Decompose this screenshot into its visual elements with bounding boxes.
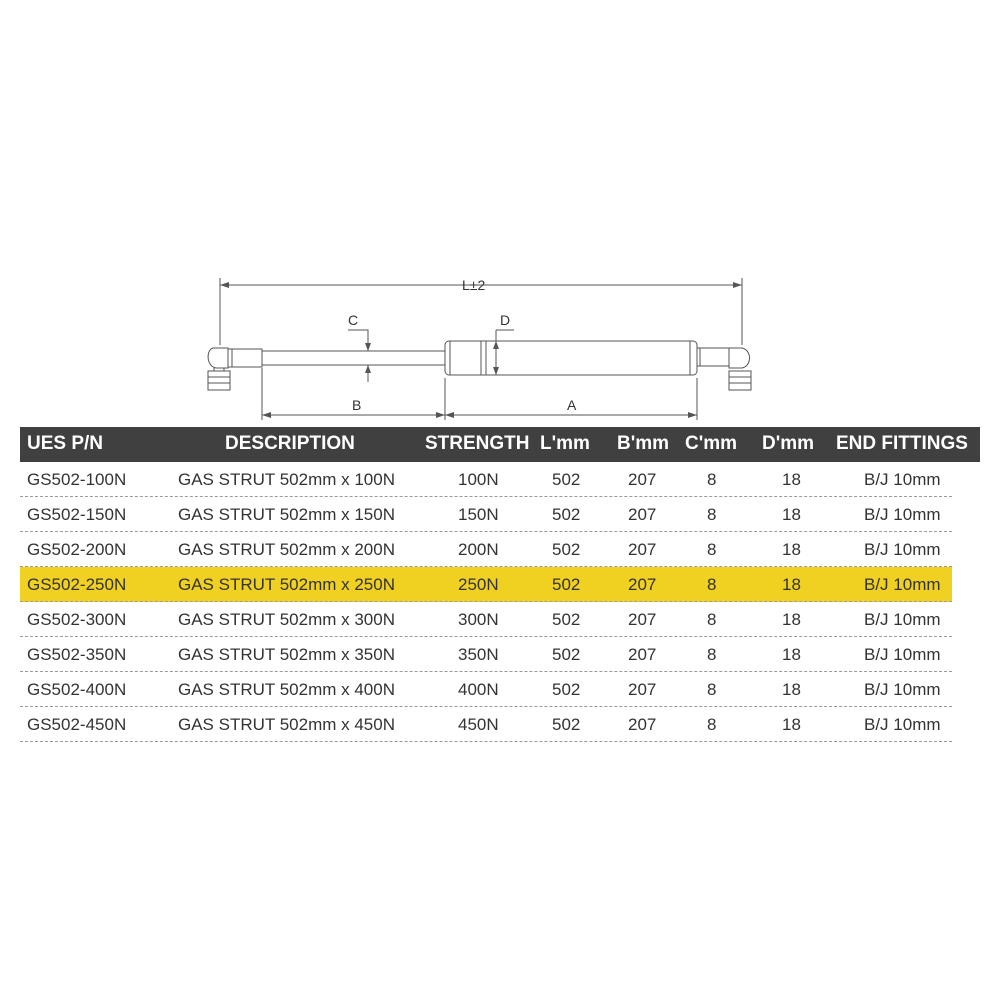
cell-l-mm: 502 — [552, 610, 581, 629]
cell-l-mm: 502 — [552, 645, 581, 664]
cell-description: GAS STRUT 502mm x 150N — [178, 505, 395, 524]
cell-part-number: GS502-100N — [27, 470, 127, 489]
cell-c-mm: 8 — [707, 470, 717, 489]
cell-description: GAS STRUT 502mm x 450N — [178, 715, 395, 734]
table-row — [20, 637, 952, 672]
cell-strength: 100N — [458, 470, 499, 489]
cell-c-mm: 8 — [707, 575, 717, 594]
cell-strength: 150N — [458, 505, 499, 524]
cell-c-mm: 8 — [707, 610, 717, 629]
table-row — [20, 672, 952, 707]
b-label: B — [352, 397, 362, 413]
cell-d-mm: 18 — [782, 645, 801, 664]
cell-strength: 250N — [458, 575, 499, 594]
cell-description: GAS STRUT 502mm x 350N — [178, 645, 395, 664]
cell-d-mm: 18 — [782, 610, 801, 629]
cell-part-number: GS502-350N — [27, 645, 127, 664]
cell-end-fittings: B/J 10mm — [864, 505, 941, 524]
cell-c-mm: 8 — [707, 680, 717, 699]
table-row — [20, 532, 952, 567]
cell-d-mm: 18 — [782, 715, 801, 734]
cell-part-number: GS502-200N — [27, 540, 127, 559]
cell-c-mm: 8 — [707, 645, 717, 664]
cell-end-fittings: B/J 10mm — [864, 540, 941, 559]
cell-description: GAS STRUT 502mm x 100N — [178, 470, 395, 489]
header-d-mm: D'mm — [762, 433, 815, 454]
cell-d-mm: 18 — [782, 505, 801, 524]
cell-part-number: GS502-250N — [27, 575, 127, 594]
cell-end-fittings: B/J 10mm — [864, 610, 941, 629]
cell-end-fittings: B/J 10mm — [864, 715, 941, 734]
cell-strength: 350N — [458, 645, 499, 664]
cell-l-mm: 502 — [552, 715, 581, 734]
cell-b-mm: 207 — [628, 645, 657, 664]
header-part-number: UES P/N — [27, 433, 104, 454]
cell-strength: 400N — [458, 680, 499, 699]
cell-part-number: GS502-400N — [27, 680, 127, 699]
left-end-fitting — [208, 371, 230, 390]
cell-c-mm: 8 — [707, 505, 717, 524]
length-label: L±2 — [462, 277, 486, 293]
cell-end-fittings: B/J 10mm — [864, 575, 941, 594]
table-row — [20, 567, 952, 602]
header-end-fittings: END FITTINGS — [836, 433, 968, 454]
table-row — [20, 462, 952, 497]
cell-b-mm: 207 — [628, 680, 657, 699]
d-label: D — [500, 312, 511, 328]
cell-end-fittings: B/J 10mm — [864, 470, 941, 489]
header-c-mm: C'mm — [685, 433, 738, 454]
cylinder-body — [445, 341, 697, 375]
cell-strength: 450N — [458, 715, 499, 734]
cell-b-mm: 207 — [628, 470, 657, 489]
cell-l-mm: 502 — [552, 575, 581, 594]
cell-description: GAS STRUT 502mm x 200N — [178, 540, 395, 559]
cell-part-number: GS502-450N — [27, 715, 127, 734]
cell-b-mm: 207 — [628, 610, 657, 629]
header-description: DESCRIPTION — [225, 433, 355, 454]
a-label: A — [567, 397, 577, 413]
cell-d-mm: 18 — [782, 575, 801, 594]
cell-d-mm: 18 — [782, 680, 801, 699]
table-row — [20, 707, 952, 742]
table-header — [20, 427, 980, 462]
c-label: C — [348, 312, 359, 328]
cell-b-mm: 207 — [628, 540, 657, 559]
cell-l-mm: 502 — [552, 470, 581, 489]
cell-description: GAS STRUT 502mm x 300N — [178, 610, 395, 629]
right-end-fitting — [729, 371, 751, 390]
cell-part-number: GS502-150N — [27, 505, 127, 524]
table-row — [20, 602, 952, 637]
gas-strut-diagram — [0, 260, 1000, 430]
cell-l-mm: 502 — [552, 680, 581, 699]
header-b-mm: B'mm — [617, 433, 670, 454]
cell-b-mm: 207 — [628, 575, 657, 594]
cell-b-mm: 207 — [628, 505, 657, 524]
cell-l-mm: 502 — [552, 505, 581, 524]
cell-strength: 200N — [458, 540, 499, 559]
cell-end-fittings: B/J 10mm — [864, 680, 941, 699]
cell-strength: 300N — [458, 610, 499, 629]
cell-c-mm: 8 — [707, 715, 717, 734]
right-ball-joint — [729, 348, 750, 368]
cell-description: GAS STRUT 502mm x 250N — [178, 575, 395, 594]
cell-c-mm: 8 — [707, 540, 717, 559]
cell-d-mm: 18 — [782, 470, 801, 489]
header-l-mm: L'mm — [540, 433, 590, 454]
header-strength: STRENGTH — [425, 433, 530, 454]
cell-d-mm: 18 — [782, 540, 801, 559]
cell-part-number: GS502-300N — [27, 610, 127, 629]
table-row — [20, 497, 952, 532]
cell-b-mm: 207 — [628, 715, 657, 734]
cell-end-fittings: B/J 10mm — [864, 645, 941, 664]
piston-rod — [262, 351, 445, 365]
cell-description: GAS STRUT 502mm x 400N — [178, 680, 395, 699]
cell-l-mm: 502 — [552, 540, 581, 559]
spec-table — [20, 427, 980, 742]
left-ball-joint — [208, 348, 228, 368]
